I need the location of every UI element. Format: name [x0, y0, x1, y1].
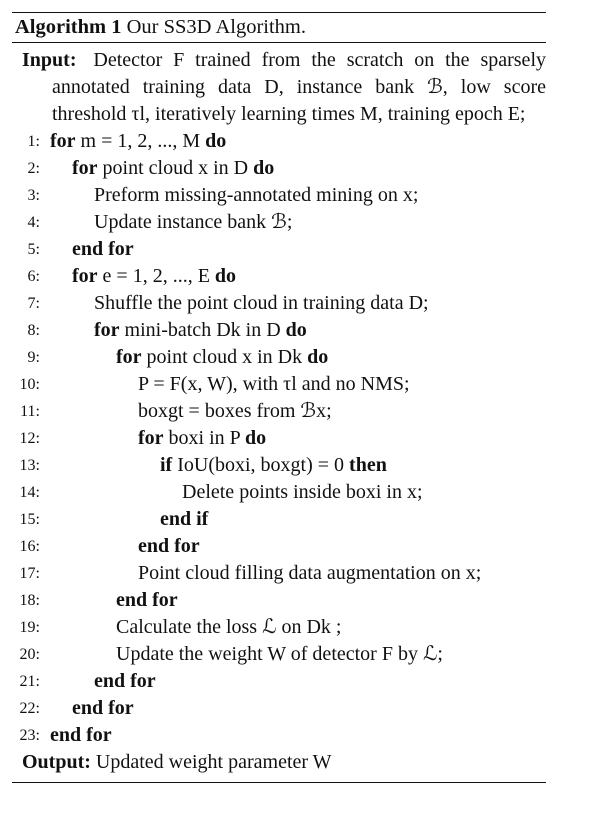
algorithm-line	[12, 128, 546, 155]
line-number: 14:	[19, 484, 40, 501]
line-text: P = F(x, W), with τl and no NMS;	[138, 373, 410, 395]
line-text: end for	[138, 535, 200, 557]
algorithm-caption	[12, 13, 546, 42]
algorithm-box	[12, 12, 546, 783]
line-text: Preform missing-annotated mining on x;	[94, 184, 419, 206]
line-text: end if	[160, 508, 209, 530]
line-number: 23:	[19, 727, 40, 744]
algorithm-body	[12, 43, 546, 776]
algorithm-line	[12, 263, 546, 290]
line-number: 19:	[19, 619, 40, 636]
line-number: 6:	[27, 268, 40, 285]
output-block	[12, 749, 546, 776]
algorithm-line	[12, 668, 546, 695]
algorithm-line	[12, 695, 546, 722]
line-number: 21:	[19, 673, 40, 690]
algorithm-line	[12, 641, 546, 668]
line-text: for boxi in P do	[138, 427, 267, 449]
line-number: 7:	[27, 295, 40, 312]
algorithm-line	[12, 236, 546, 263]
line-text: if IoU(boxi, boxgt) = 0 then	[160, 454, 387, 476]
algorithm-line	[12, 155, 546, 182]
algorithm-label: Algorithm 1	[15, 16, 122, 38]
line-text: for m = 1, 2, ..., M do	[50, 130, 227, 152]
algorithm-line	[12, 533, 546, 560]
line-number: 18:	[19, 592, 40, 609]
input-description: Detector F trained from the scratch on the sparsely annotated training data D, instance bank ℬ, low score threshold τl, iteratively learning times M, training epoch E;	[52, 49, 546, 125]
line-text: end for	[116, 589, 178, 611]
line-text: Update instance bank ℬ;	[94, 211, 293, 233]
line-text: for point cloud x in Dk do	[116, 346, 329, 368]
line-number: 2:	[27, 160, 40, 177]
algorithm-line	[12, 317, 546, 344]
line-number: 8:	[27, 322, 40, 339]
line-number: 22:	[19, 700, 40, 717]
line-text: Point cloud filling data augmentation on x;	[138, 562, 482, 584]
algorithm-line	[12, 290, 546, 317]
algorithm-line	[12, 344, 546, 371]
line-number: 17:	[19, 565, 40, 582]
input-text	[22, 47, 546, 128]
algorithm-line	[12, 209, 546, 236]
line-text: for point cloud x in D do	[72, 157, 275, 179]
algorithm-lines	[12, 128, 546, 749]
line-number: 20:	[19, 646, 40, 663]
algorithm-line	[12, 479, 546, 506]
line-number: 4:	[27, 214, 40, 231]
algorithm-title: Our SS3D Algorithm.	[126, 16, 307, 38]
line-text: for e = 1, 2, ..., E do	[72, 265, 237, 287]
line-text: end for	[72, 697, 134, 719]
input-label: Input:	[22, 49, 77, 71]
line-number: 1:	[27, 133, 40, 150]
line-number: 10:	[19, 376, 40, 393]
algorithm-line	[12, 506, 546, 533]
line-number: 9:	[27, 349, 40, 366]
algorithm-line	[12, 182, 546, 209]
line-number: 5:	[27, 241, 40, 258]
line-text: end for	[72, 238, 134, 260]
line-number: 12:	[19, 430, 40, 447]
line-number: 13:	[19, 457, 40, 474]
line-text: end for	[94, 670, 156, 692]
algorithm-line	[12, 614, 546, 641]
line-number: 15:	[19, 511, 40, 528]
output-label: Output:	[22, 751, 91, 773]
line-text: Calculate the loss ℒ on Dk ;	[116, 616, 342, 638]
algorithm-line	[12, 425, 546, 452]
line-text: for mini-batch Dk in D do	[94, 319, 307, 341]
algorithm-line	[12, 452, 546, 479]
line-text: end for	[50, 724, 112, 746]
line-number: 11:	[20, 403, 40, 420]
algorithm-line	[12, 398, 546, 425]
line-text: boxgt = boxes from ℬx;	[138, 400, 332, 422]
algorithm-line	[12, 722, 546, 749]
line-number: 3:	[27, 187, 40, 204]
line-number: 16:	[19, 538, 40, 555]
line-text: Delete points inside boxi in x;	[182, 481, 423, 503]
input-block	[12, 47, 546, 128]
algorithm-line	[12, 587, 546, 614]
algorithm-line	[12, 371, 546, 398]
algorithm-line	[12, 560, 546, 587]
output-text: Updated weight parameter W	[95, 751, 332, 773]
line-text: Shuffle the point cloud in training data D;	[94, 292, 429, 314]
bottom-rule	[12, 782, 546, 783]
line-text: Update the weight W of detector F by ℒ;	[116, 643, 443, 665]
